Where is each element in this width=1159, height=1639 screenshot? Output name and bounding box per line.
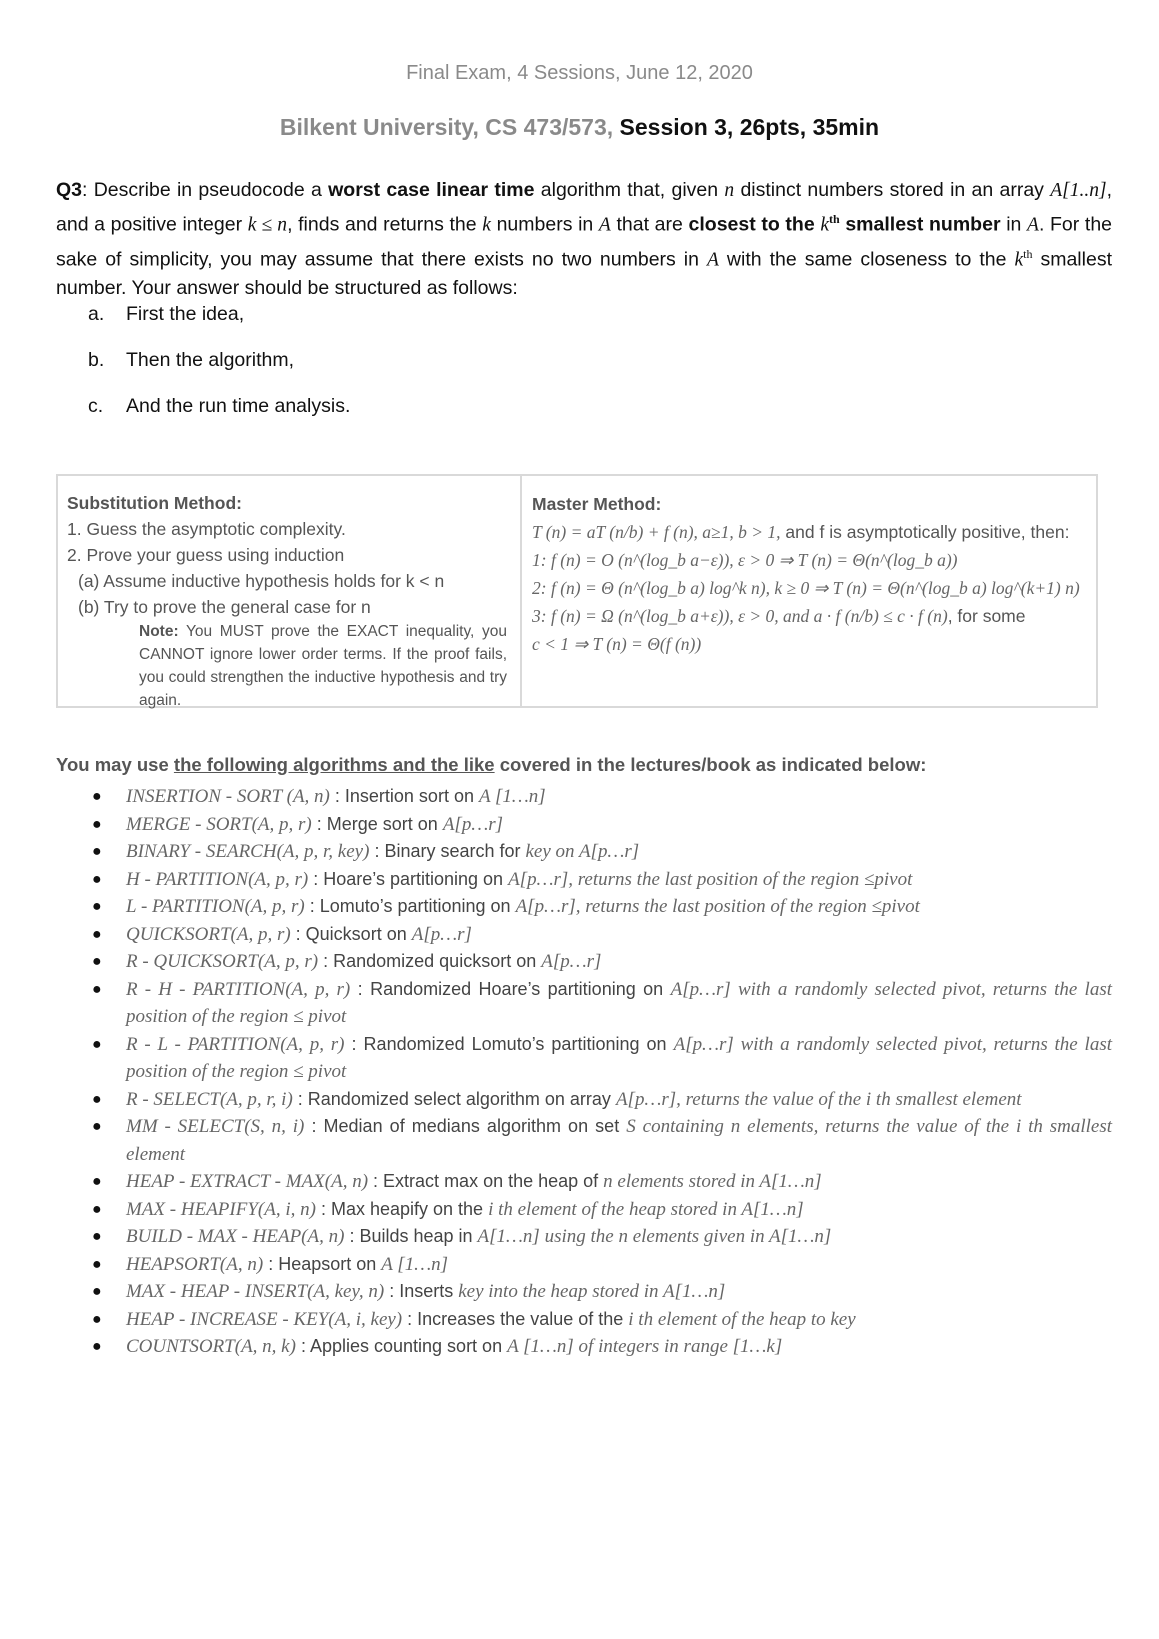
heading-underlined: the following algorithms and the like — [173, 754, 495, 775]
case3-part: and a · f (n/b) ≤ c · f (n) — [778, 606, 948, 626]
list-item — [56, 811, 1112, 839]
question-fragment: that are — [610, 213, 689, 236]
algorithm-name: MAX - HEAP - INSERT(A, key, n) — [126, 1281, 385, 1302]
algorithm-detail: A[p…r] — [442, 813, 503, 835]
algorithm-detail: A[p…r], returns the last position of the region ≤pivot — [515, 896, 920, 917]
algorithm-detail: n elements stored in A[1…n] — [603, 1171, 822, 1192]
bullet-icon: ● — [92, 898, 102, 915]
algorithm-detail: i th element of the heap to key — [628, 1308, 856, 1330]
bullet-icon: ● — [92, 1310, 102, 1328]
bullet-icon: ● — [92, 815, 102, 833]
math-k: k — [482, 214, 491, 236]
bullet-icon: ● — [92, 980, 102, 998]
algorithm-desc: : Heapsort on — [263, 1253, 382, 1274]
course-title: Bilkent University, CS 473/573, — [279, 114, 614, 140]
list-letter: b. — [88, 349, 105, 371]
math-k: k — [1014, 249, 1024, 270]
bullet-icon: ● — [92, 1255, 102, 1273]
list-item — [56, 1196, 1112, 1224]
algorithm-name: MERGE - SORT(A, p, r) — [126, 813, 312, 835]
algorithm-name: MAX - HEAPIFY(A, i, n) — [126, 1198, 316, 1220]
algorithm-desc: : Hoare’s partitioning on — [308, 868, 509, 889]
master-condition: and f is asymptotically positive, then: — [780, 522, 1070, 542]
algorithm-detail: A[1…n] using the n elements given in A[1…n] — [477, 1226, 832, 1247]
list-text: First the idea, — [126, 303, 245, 325]
bullet-icon: ● — [92, 843, 102, 860]
list-item — [56, 1251, 1112, 1279]
master-case-3 — [532, 602, 1092, 630]
exam-header: Final Exam, 4 Sessions, June 12, 2020 — [406, 62, 753, 84]
algorithm-detail: A[p…r], returns the value of the i th smallest element — [615, 1088, 1022, 1110]
algorithm-name: COUNTSORT(A, n, k) — [126, 1336, 296, 1357]
bullet-icon: ● — [92, 1283, 102, 1300]
list-item — [56, 838, 1112, 866]
superscript-th: th — [829, 212, 840, 226]
algorithms-heading — [56, 754, 926, 776]
bullet-icon: ● — [92, 1228, 102, 1245]
math-A: A — [706, 249, 719, 270]
bullet-icon: ● — [92, 1338, 102, 1355]
algorithm-desc: : Increases the value of the — [402, 1308, 629, 1329]
bullet-icon: ● — [92, 788, 102, 805]
list-item — [88, 303, 350, 349]
bullet-icon: ● — [92, 1118, 102, 1135]
session-title: Session 3, 26pts, 35min — [619, 114, 880, 140]
math-k: k — [820, 214, 829, 236]
master-method-cell — [532, 490, 1092, 658]
answer-structure-list — [88, 303, 350, 441]
algorithm-name: R - H - PARTITION(A, p, r) — [126, 978, 351, 1000]
algorithm-desc: : Inserts — [384, 1281, 459, 1301]
list-item — [56, 948, 1112, 976]
algorithm-detail: A[p…r] with a randomly selected pivot, returns the last position of the region ≤ pivot — [126, 978, 1112, 1027]
list-item — [56, 1278, 1112, 1306]
substitution-step: 2. Prove your guess using induction — [67, 545, 345, 565]
list-item — [56, 893, 1112, 921]
list-item — [56, 1113, 1112, 1168]
question-fragment: . For the sake of simplicity, you may assume that there exists no two numbers in — [56, 213, 1113, 270]
algorithm-desc: : Randomized quicksort on — [318, 951, 542, 971]
list-item — [88, 395, 350, 441]
math-n: n — [724, 180, 735, 201]
column-divider — [520, 476, 522, 706]
master-equation — [532, 518, 1092, 546]
list-item — [56, 866, 1112, 894]
algorithm-name: QUICKSORT(A, p, r) — [126, 923, 291, 945]
algorithm-detail: A[p…r] — [411, 923, 472, 945]
question-fragment: distinct numbers stored in an array — [734, 179, 1051, 201]
bullet-icon: ● — [92, 1090, 102, 1108]
question-fragment: with the same closeness to the — [718, 248, 1015, 270]
algorithm-desc: : Max heapify on the — [315, 1198, 489, 1219]
algorithm-desc: : Applies counting sort on — [295, 1336, 508, 1356]
list-text: Then the algorithm, — [126, 349, 295, 371]
substitution-step: 1. Guess the asymptotic complexity. — [67, 519, 346, 539]
master-case-1: 1: f (n) = O (n^(log_b a−ε)), ε > 0 ⇒ T (n) = Θ(n^(log_b a)) — [532, 550, 958, 570]
heading-fragment: You may use — [56, 754, 174, 775]
bullet-icon: ● — [92, 953, 102, 970]
list-letter: c. — [88, 395, 104, 417]
question-fragment: algorithm that, given — [534, 179, 725, 201]
master-title: Master Method: — [532, 494, 662, 514]
algorithm-detail: A[p…r] with a randomly selected pivot, returns the last position of the region ≤ pivot — [126, 1033, 1112, 1082]
algorithm-name: HEAPSORT(A, n) — [126, 1253, 264, 1275]
math-A: A — [598, 214, 611, 236]
list-item — [56, 1223, 1112, 1251]
methods-table — [56, 474, 1098, 708]
algorithm-detail: A [1…n] — [381, 1253, 448, 1275]
question-fragment: : Describe in pseudocode a — [82, 179, 329, 201]
list-item — [56, 1031, 1112, 1086]
superscript-th: th — [1023, 246, 1033, 261]
list-letter: a. — [88, 303, 105, 325]
algorithm-desc: : Quicksort on — [290, 923, 412, 944]
substitution-substep: (a) Assume inductive hypothesis holds for k < n — [78, 571, 445, 591]
algorithm-detail: A [1…n] of integers in range [1…k] — [507, 1336, 783, 1357]
algorithm-desc: : Insertion sort on — [329, 786, 479, 806]
substitution-method-cell — [67, 490, 507, 712]
list-item — [56, 1333, 1112, 1361]
case3-conclusion: c < 1 ⇒ T (n) = Θ(f (n)) — [532, 634, 702, 654]
list-item — [88, 349, 350, 395]
algorithm-name: BUILD - MAX - HEAP(A, n) — [126, 1226, 345, 1247]
question-emphasis: worst case linear time — [328, 179, 535, 201]
bullet-icon: ● — [92, 1035, 102, 1053]
question-text — [56, 176, 1112, 303]
question-fragment: , finds and returns the — [287, 213, 483, 236]
case3-part: 3: f (n) = Ω (n^(log_b a+ε)), ε > 0, — [532, 606, 779, 626]
math-array: A[1..n] — [1050, 180, 1107, 201]
algorithm-desc: : Median of medians algorithm on set — [304, 1116, 627, 1136]
algorithm-name: BINARY - SEARCH(A, p, r, key) — [126, 841, 370, 862]
list-item — [56, 1086, 1112, 1114]
list-item — [56, 1168, 1112, 1196]
algorithm-name: R - QUICKSORT(A, p, r) — [126, 951, 319, 972]
algorithm-name: MM - SELECT(S, n, i) — [126, 1116, 305, 1137]
algorithm-detail: key on A[p…r] — [525, 841, 640, 862]
algorithm-name: R - L - PARTITION(A, p, r) — [126, 1033, 345, 1055]
substitution-title: Substitution Method: — [67, 493, 242, 513]
question-fragment: in — [1000, 213, 1028, 236]
list-item — [56, 1306, 1112, 1334]
question-emphasis: smallest number — [845, 213, 1001, 236]
bullet-icon: ● — [92, 870, 102, 888]
bullet-icon: ● — [92, 1200, 102, 1218]
algorithm-detail: A[p…r], returns the last position of the region ≤pivot — [508, 868, 913, 890]
case3-part: , for some — [947, 606, 1026, 626]
algorithm-name: H - PARTITION(A, p, r) — [126, 868, 309, 890]
algorithm-desc: : Builds heap in — [344, 1226, 478, 1246]
substitution-substep: (b) Try to prove the general case for n — [78, 597, 371, 617]
question-label: Q3 — [56, 179, 83, 201]
list-item — [56, 783, 1112, 811]
session-header — [0, 114, 1159, 141]
algorithm-detail: i th element of the heap stored in A[1…n] — [488, 1198, 804, 1220]
math-A: A — [1027, 214, 1039, 236]
algorithm-desc: : Binary search for — [369, 841, 526, 861]
algorithm-desc: : Lomuto’s partitioning on — [304, 896, 516, 916]
algorithm-desc: : Extract max on the heap of — [368, 1171, 604, 1191]
note-text: You MUST prove the EXACT inequality, you CANNOT ignore lower order terms. If the proof fails, you could strengthen the inductive hypothesis and try again. — [139, 623, 507, 709]
algorithm-name: L - PARTITION(A, p, r) — [126, 896, 305, 917]
algorithm-desc: : Merge sort on — [311, 813, 443, 834]
heading-fragment: covered in the lectures/book as indicated below: — [494, 754, 927, 775]
algorithm-name: HEAP - EXTRACT - MAX(A, n) — [126, 1171, 369, 1192]
list-item — [56, 976, 1112, 1031]
algorithm-desc: : Randomized Hoare’s partitioning on — [350, 978, 671, 999]
question-fragment: , and a positive integer — [56, 179, 1112, 236]
note-label: Note: — [139, 623, 179, 640]
math-k-le-n: k ≤ n — [247, 214, 288, 236]
question-emphasis: closest to the — [688, 213, 815, 236]
master-case-2: 2: f (n) = Θ (n^(log_b a) log^k n), k ≥ 0 ⇒ T (n) = Θ(n^(log_b a) log^(k+1) n) — [532, 578, 1080, 598]
algorithm-detail: key into the heap stored in A[1…n] — [458, 1281, 726, 1302]
algorithm-name: HEAP - INCREASE - KEY(A, i, key) — [126, 1308, 403, 1330]
algorithm-detail: A[p…r] — [541, 951, 602, 972]
bullet-icon: ● — [92, 925, 102, 943]
algorithm-desc: : Randomized Lomuto’s partitioning on — [344, 1033, 674, 1054]
algorithm-desc: : Randomized select algorithm on array — [292, 1088, 616, 1109]
substitution-note — [67, 620, 507, 712]
question-fragment: numbers in — [490, 213, 599, 236]
question-fragment: smallest number. Your answer should be structured as follows: — [56, 248, 1112, 299]
algorithm-detail: A [1…n] — [478, 786, 546, 807]
algorithm-name: R - SELECT(A, p, r, i) — [126, 1088, 293, 1110]
list-text: And the run time analysis. — [126, 395, 351, 417]
bullet-icon: ● — [92, 1173, 102, 1190]
master-recurrence: T (n) = aT (n/b) + f (n), a≥1, b > 1, — [532, 522, 781, 542]
list-item — [56, 921, 1112, 949]
algorithm-detail: S containing n elements, returns the value of the i th smallest element — [126, 1116, 1113, 1165]
algorithm-list — [56, 783, 1112, 1361]
algorithm-name: INSERTION - SORT (A, n) — [126, 786, 330, 807]
